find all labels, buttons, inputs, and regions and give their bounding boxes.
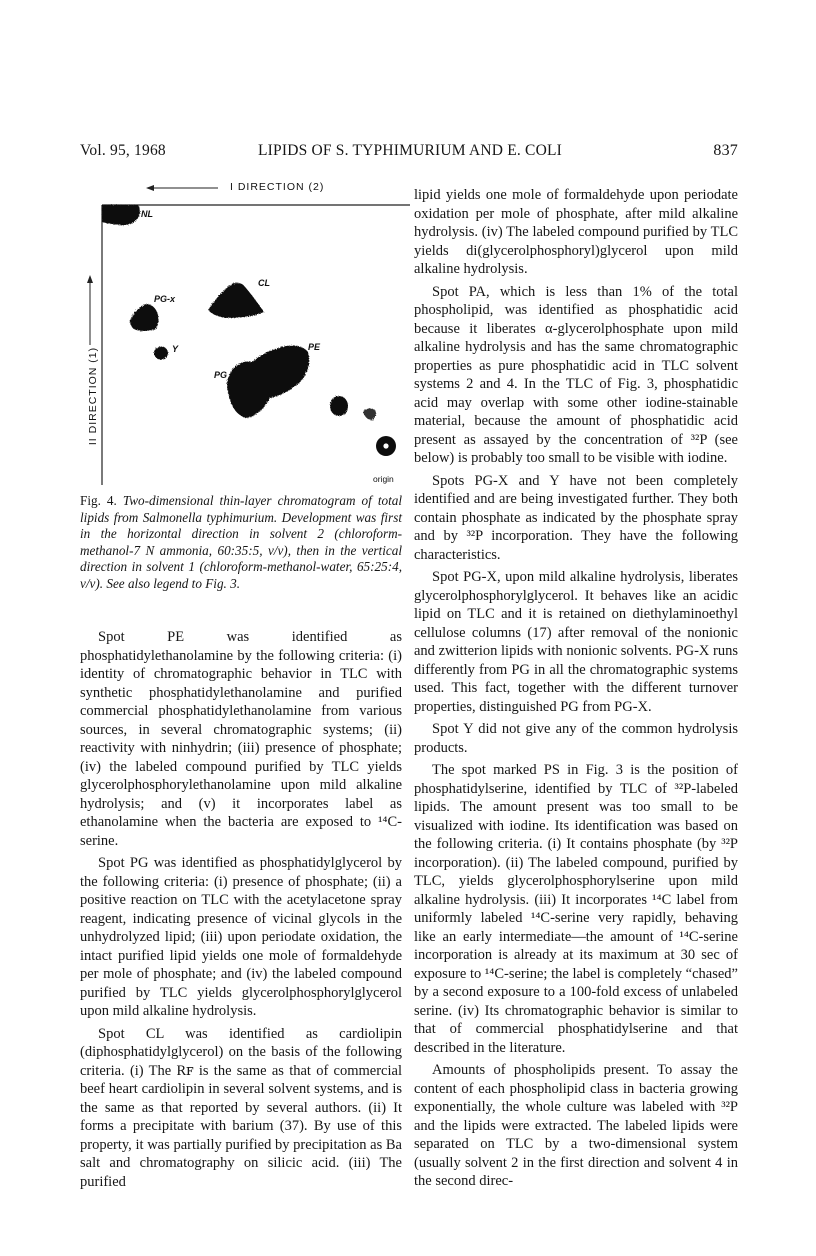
paragraph-pe: Spot PE was identified as phosphatidylethanolamine by the following criteria: (i) identity of chromatographic behavior in TLC with synthetic phosphatidylethanolamine and purified commercial phosphatidylethanolamine from various sources, in several chromatographic systems; (ii) reactivity with ninhydrin; (iii) presence of phosphate; (iv) the labeled compound purified by TLC yields glycerolphosphorylethanolamine upon mild alkaline hydrolysis; and (v) it incorporates label as ethanolamine when the bacteria are exposed to ¹⁴C-serine. bbox=[80, 629, 402, 849]
label-origin: origin bbox=[373, 474, 394, 484]
running-title: LIPIDS OF S. TYPHIMURIUM AND E. COLI bbox=[257, 142, 563, 159]
spot-cl bbox=[208, 283, 264, 318]
label-cl: CL bbox=[258, 278, 270, 288]
left-column bbox=[80, 628, 402, 1195]
chromatogram-plate bbox=[80, 180, 410, 490]
spot-pgx bbox=[130, 304, 159, 331]
page-number: 837 bbox=[713, 142, 738, 159]
caption-text: Two-dimensional thin-layer chromatogram of total lipids from Salmonella typhimurium. Development was first in the horizontal direction in solvent 2 (chloroform-methanol-7 N ammonia, 60:35:5, v/v), then in the vertical direction in solvent 1 (chloroform-methanol-water, 65:25:4, v/v). See also legend to Fig. 3. bbox=[80, 493, 402, 591]
volume-label: Vol. 95, 1968 bbox=[80, 142, 166, 159]
horizontal-direction-label: I DIRECTION (2) bbox=[230, 181, 325, 193]
label-y: Y bbox=[172, 344, 179, 354]
running-header bbox=[80, 142, 740, 164]
spot-pe-pg bbox=[227, 346, 309, 418]
paragraph-pa: Spot PA, which is less than 1% of the total phospholipid, was identified as phosphatidic acid because it liberates α-glycerolphosphate upon mild alkaline hydrolysis and has the same chromatographic properties as pure phosphatidic acid in TLC solvent systems 2 and 4. In the TLC of Fig. 3, phosphatidic acid may overlap with some other iodine-stainable material, because the amount of phosphatidic acid present as assayed by the concentration of ³²P (see below) is probably too small to be visible with iodine. bbox=[414, 283, 738, 466]
vertical-direction-label: II DIRECTION (1) bbox=[87, 346, 100, 446]
chromatogram-figure bbox=[80, 180, 410, 490]
label-pg: PG bbox=[214, 370, 228, 380]
label-pgx: PG-x bbox=[154, 294, 176, 304]
paragraph-ps: The spot marked PS in Fig. 3 is the position of phosphatidylserine, identified by TLC of ³²P-labeled lipids. The amount present was too small to be visualized with iodine. Its identification was based on the following criteria. (i) It contains phosphate (by ³²P incorporation). (ii) The labeled compound, purified by TLC, yields glycerolphosphorylserine upon mild alkaline hydrolysis. (iii) It incorporates ¹⁴C label from uniformly labeled ¹⁴C-serine very rapidly, behaving like an early intermediate—the amount of ¹⁴C-serine incorporation is already at its maximum at 30 sec of exposure to ¹⁴C-serine; the label is completely “chased” by a second exposure to a 100-fold excess of unlabeled serine. (iv) Its chromatographic behavior is similar to that of commercial phosphatidylserine and that described in the literature. bbox=[414, 762, 738, 1056]
label-pe: PE bbox=[308, 342, 321, 352]
paragraph-pgx-y: Spots PG-X and Y have not been completely identified and are being investigated further. They both contain phosphate as indicated by the phosphate spray and by ³²P incorporation. They have the following characteristics. bbox=[414, 472, 738, 563]
right-column bbox=[414, 186, 738, 1195]
figure-caption bbox=[80, 493, 402, 593]
caption-label: Fig. 4. bbox=[80, 493, 117, 508]
paragraph-cl: Spot CL was identified as cardiolipin (diphosphatidylglycerol) on the basis of the following criteria. (i) The Rꜰ is the same as that of commercial beef heart cardiolipin in several solvent systems, and is the same as that reported by several authors. (ii) It forms a precipitate with barium (37). By use of this property, it was partially purified by precipitation as Ba salt and chromatography on silicic acid. (iii) The purified bbox=[80, 1025, 402, 1190]
paragraph-pgx: Spot PG-X, upon mild alkaline hydrolysis, liberates glycerolphosphorylglycerol. It behaves like an acidic lipid on TLC and it is retained on diethylaminoethyl cellulose columns (17) after removal of the nonionic and zwitterion lipids with nonionic solvents. PG-X runs differently from PG in all the chromatographic systems used. This fact, together with the different turnover properties, distinguished PG from PG-X. bbox=[414, 569, 738, 715]
paragraph-cl-continued: lipid yields one mole of formaldehyde upon periodate oxidation per mole of phosphate, after mild alkaline hydrolysis. (iv) The labeled compound purified by TLC yields di(glycerolphosphoryl)glycerol upon mild alkaline hydrolysis. bbox=[414, 187, 738, 277]
spot-unlabeled bbox=[330, 396, 348, 416]
paragraph-y: Spot Y did not give any of the common hydrolysis products. bbox=[414, 721, 738, 756]
spot-y bbox=[154, 347, 168, 360]
label-nl: NL bbox=[141, 209, 153, 219]
spot-faint bbox=[363, 408, 376, 420]
paragraph-amounts: Amounts of phospholipids present. To assay the content of each phospholipid class in bacteria growing exponentially, the whole culture was labeled with ³²P and the lipids were extracted. The labeled lipids were separated on TLC by a two-dimensional system (usually solvent 2 in the first direction and solvent 4 in the second direc- bbox=[414, 1062, 738, 1189]
paragraph-pg: Spot PG was identified as phosphatidylglycerol by the following criteria: (i) presence of phosphate; (ii) a positive reaction on TLC with the acetylacetone spray reagent, indicating presence of vicinal glycols in the unhydrolyzed lipid; (iii) upon periodate oxidation, the intact purified lipid yields one mole of formaldehyde per mole of phosphate; and (iv) the labeled compound purified by TLC yields glycerolphosphorylglycerol upon mild alkaline hydrolysis. bbox=[80, 855, 402, 1019]
spot-nl bbox=[102, 205, 140, 225]
